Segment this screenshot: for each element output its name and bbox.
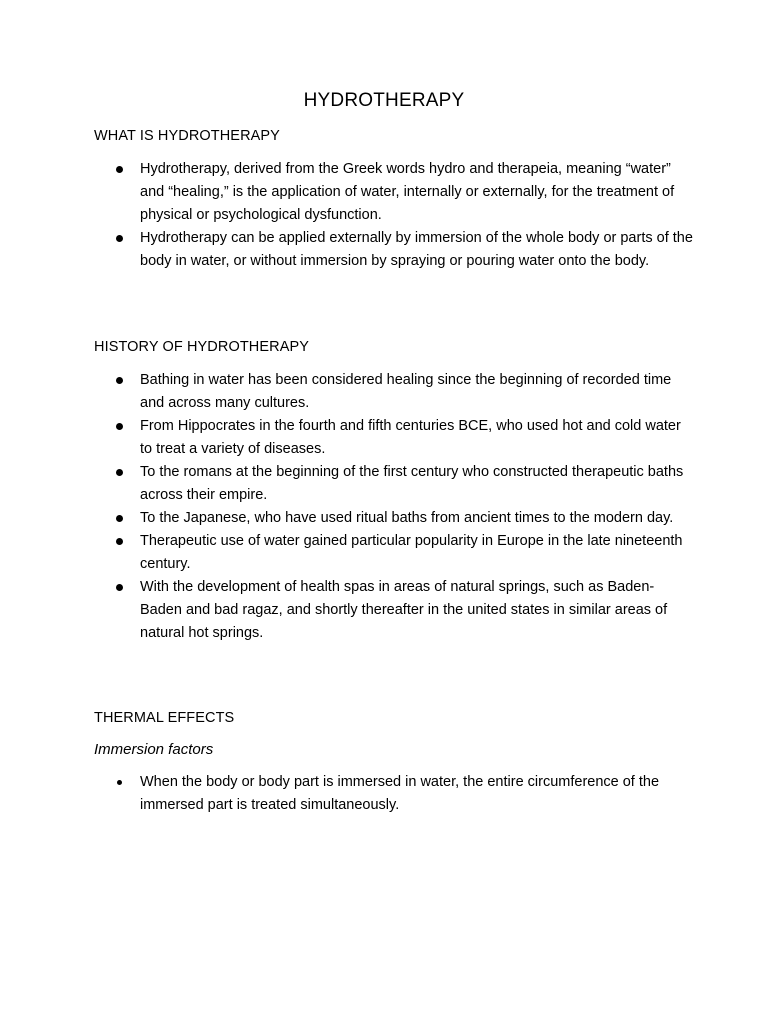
- section-heading-history: HISTORY OF HYDROTHERAPY: [94, 339, 310, 355]
- list-item: [94, 507, 694, 530]
- list-item-text: With the development of health spas in areas of natural springs, such as Baden-Baden and bad ragaz, and shortly thereafter in the united states in similar areas of natural hot springs.: [140, 579, 668, 641]
- list-item-text: When the body or body part is immersed in water, the entire circumference of the immersed part is treated simultaneously.: [140, 774, 660, 813]
- section-heading-thermal-effects: THERMAL EFFECTS: [94, 710, 235, 726]
- list-item: [94, 227, 694, 273]
- list-item-text: To the Japanese, who have used ritual baths from ancient times to the modern day.: [140, 510, 674, 526]
- list-item-text: Therapeutic use of water gained particular popularity in Europe in the late nineteenth century.: [140, 533, 683, 572]
- list-item: [94, 530, 694, 576]
- list-item: [94, 771, 694, 817]
- list-item: [94, 576, 694, 645]
- bullet-list-thermal-effects: [94, 771, 694, 817]
- list-item: [94, 461, 694, 507]
- list-item: [94, 369, 694, 415]
- page-title: HYDROTHERAPY: [303, 90, 465, 111]
- list-item: [94, 158, 694, 227]
- section-heading-what-is: WHAT IS HYDROTHERAPY: [94, 128, 280, 144]
- list-item-text: Hydrotherapy, derived from the Greek words hydro and therapeia, meaning “water” and “healing,” is the application of water, internally or externally, for the treatment of physical or psychological dysfunction.: [140, 161, 675, 223]
- list-item: [94, 415, 694, 461]
- bullet-list-what-is: [94, 158, 694, 273]
- list-item-text: From Hippocrates in the fourth and fifth centuries BCE, who used hot and cold water to treat a variety of diseases.: [140, 418, 681, 457]
- bullet-list-history: [94, 369, 694, 645]
- section-subheading-immersion-factors: Immersion factors: [94, 741, 214, 758]
- list-item-text: Hydrotherapy can be applied externally by immersion of the whole body or parts of the body in water, or without immersion by spraying or pouring water onto the body.: [140, 230, 693, 269]
- list-item-text: Bathing in water has been considered healing since the beginning of recorded time and across many cultures.: [140, 372, 672, 411]
- list-item-text: To the romans at the beginning of the first century who constructed therapeutic baths across their empire.: [140, 464, 684, 503]
